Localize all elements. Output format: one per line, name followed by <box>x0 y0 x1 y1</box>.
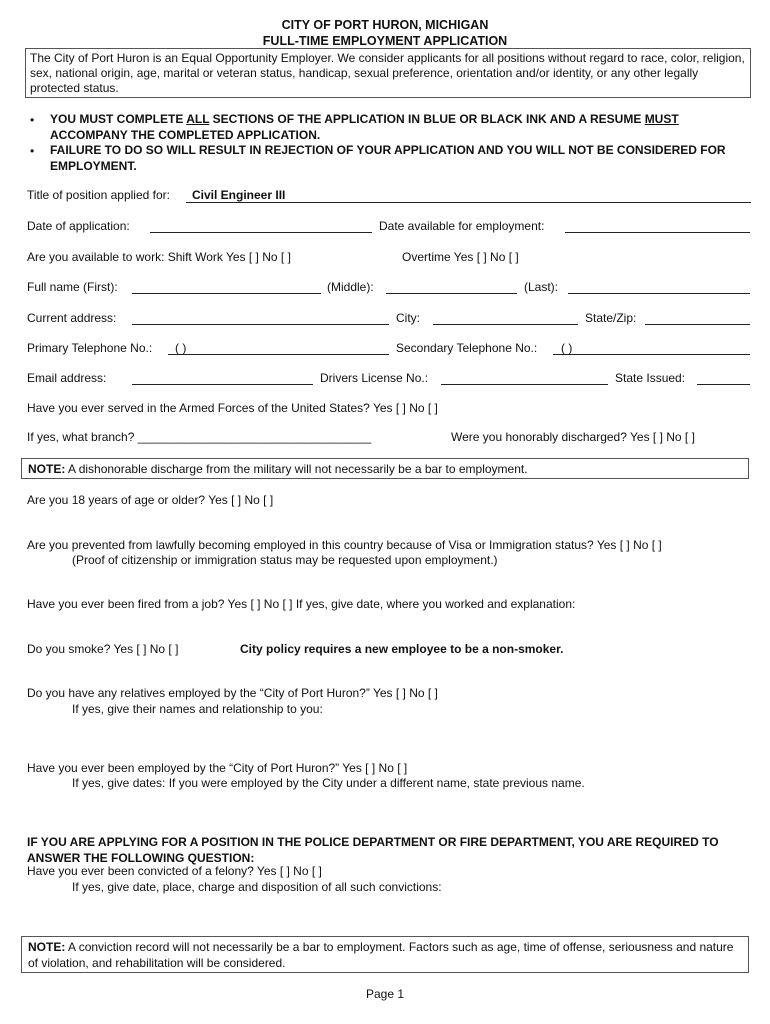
armed-forces-question[interactable]: Have you ever served in the Armed Forces of the United States? Yes [ ] No [ ] <box>27 401 438 415</box>
form-title: CITY OF PORT HURON, MICHIGAN <box>281 18 489 32</box>
date-available-label: Date available for employment: <box>379 219 545 233</box>
date-available-input[interactable] <box>565 232 750 233</box>
smoke-question[interactable]: Do you smoke? Yes [ ] No [ ] <box>27 642 179 656</box>
smoke-policy: City policy requires a new employee to be a non-smoker. <box>240 642 564 656</box>
fired-question[interactable]: Have you ever been fired from a job? Yes [ ] No [ ] If yes, give date, where you worked and explanation: <box>27 597 576 611</box>
last-name-input[interactable] <box>568 293 750 294</box>
email-label: Email address: <box>27 371 107 385</box>
position-value: Civil Engineer III <box>192 188 286 202</box>
employed-instruction: If yes, give dates: If you were employed by the City under a different name, state previous name. <box>72 776 585 790</box>
address-label: Current address: <box>27 311 117 325</box>
state-zip-label: State/Zip: <box>585 311 637 325</box>
secondary-phone-label: Secondary Telephone No.: <box>396 341 538 355</box>
primary-phone-input[interactable] <box>168 354 389 355</box>
page-number: Page 1 <box>365 987 405 1001</box>
date-of-application-input[interactable] <box>150 232 372 233</box>
employed-question[interactable]: Have you ever been employed by the “City of Port Huron?” Yes [ ] No [ ] <box>27 761 408 775</box>
primary-phone-area-code: ( ) <box>175 341 187 355</box>
middle-name-input[interactable] <box>386 293 517 294</box>
police-fire-heading: IF YOU ARE APPLYING FOR A POSITION IN THE POLICE DEPARTMENT OR FIRE DEPARTMENT, YOU ARE REQUIRED TO ANSWER THE FOLLOWING QUESTION: <box>27 835 719 865</box>
city-label: City: <box>396 311 420 325</box>
primary-phone-label: Primary Telephone No.: <box>27 341 153 355</box>
last-name-label: (Last): <box>524 280 559 294</box>
felony-instruction: If yes, give date, place, charge and disposition of all such convictions: <box>72 880 442 894</box>
first-name-label: Full name (First): <box>27 280 118 294</box>
branch-question[interactable]: If yes, what branch? ___________________________________ <box>27 430 372 444</box>
bullet-icon: • <box>30 113 35 127</box>
conviction-note: NOTE: A conviction record will not necessarily be a bar to employment. Factors such as age, time of offense, seriousness and nature of violation, and rehabilitation will be considered. <box>21 936 749 973</box>
drivers-license-input[interactable] <box>441 384 608 385</box>
age-question[interactable]: Are you 18 years of age or older? Yes [ ] No [ ] <box>27 493 274 507</box>
drivers-license-label: Drivers License No.: <box>320 371 429 385</box>
bullet-icon: • <box>30 144 35 158</box>
instruction-bullet-2: FAILURE TO DO SO WILL RESULT IN REJECTION OF YOUR APPLICATION AND YOU WILL NOT BE CONSIDERED FOR EMPLOYMENT. <box>50 143 726 173</box>
first-name-input[interactable] <box>132 293 321 294</box>
address-input[interactable] <box>132 324 389 325</box>
secondary-phone-input[interactable] <box>553 354 750 355</box>
instruction-bullet-1: YOU MUST COMPLETE ALL SECTIONS OF THE APPLICATION IN BLUE OR BLACK INK AND A RESUME MUST ACCOMPANY THE COMPLETED APPLICATION. <box>50 112 679 142</box>
visa-note: (Proof of citizenship or immigration status may be requested upon employment.) <box>72 553 498 567</box>
relatives-instruction: If yes, give their names and relationship to you: <box>72 702 323 716</box>
state-issued-input[interactable] <box>697 384 750 385</box>
felony-question[interactable]: Have you ever been convicted of a felony? Yes [ ] No [ ] <box>27 864 322 878</box>
visa-question[interactable]: Are you prevented from lawfully becoming employed in this country because of Visa or Immigration status? Yes [ ] No [ ] <box>27 538 662 552</box>
honorable-discharge-question[interactable]: Were you honorably discharged? Yes [ ] No [ ] <box>451 430 695 444</box>
state-zip-input[interactable] <box>645 324 750 325</box>
date-of-application-label: Date of application: <box>27 219 130 233</box>
eoe-statement: The City of Port Huron is an Equal Opportunity Employer. We consider applicants for all positions without regard to race, color, religion, sex, national origin, age, marital or veteran status, handicap, sexual preference, orientation and/or identity, or any other legally protected status. <box>25 48 751 98</box>
state-issued-label: State Issued: <box>615 371 686 385</box>
email-input[interactable] <box>132 384 313 385</box>
position-input[interactable] <box>186 202 751 203</box>
relatives-question[interactable]: Do you have any relatives employed by the “City of Port Huron?” Yes [ ] No [ ] <box>27 686 438 700</box>
secondary-phone-area-code: ( ) <box>561 341 573 355</box>
form-subtitle: FULL-TIME EMPLOYMENT APPLICATION <box>262 34 508 48</box>
shift-work-question[interactable]: Are you available to work: Shift Work Yes [ ] No [ ] <box>27 250 291 264</box>
middle-name-label: (Middle): <box>327 280 374 294</box>
position-label: Title of position applied for: <box>27 188 170 202</box>
discharge-note: NOTE: A dishonorable discharge from the military will not necessarily be a bar to employment. <box>21 458 749 479</box>
overtime-question[interactable]: Overtime Yes [ ] No [ ] <box>402 250 519 264</box>
city-input[interactable] <box>433 324 578 325</box>
